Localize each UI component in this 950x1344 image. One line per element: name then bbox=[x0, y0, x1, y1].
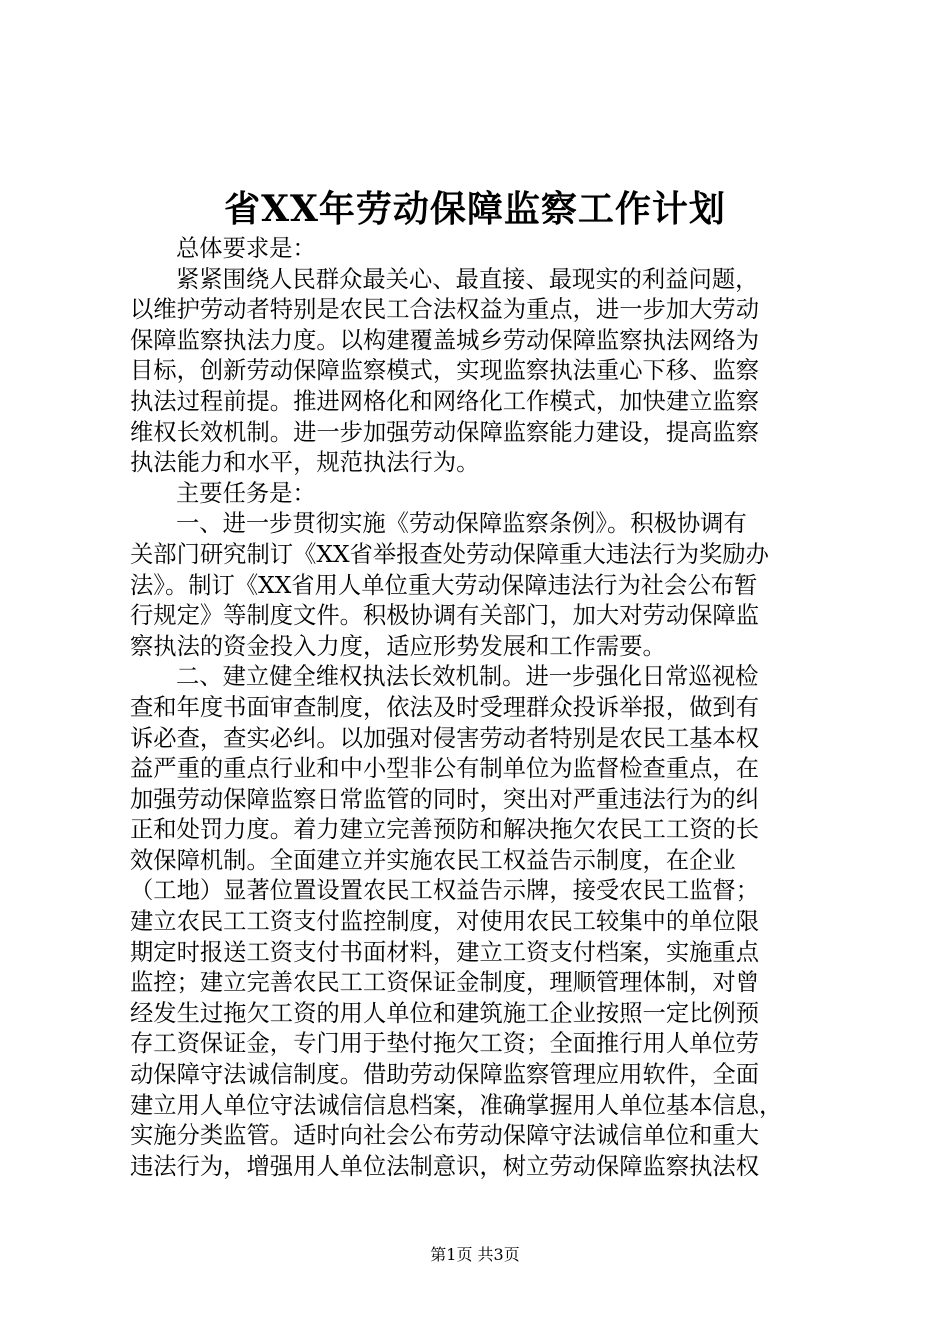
paragraph-line: 维权长效机制。进一步加强劳动保障监察能力建设，提高监察 bbox=[130, 418, 760, 446]
paragraph-line: 诉必查，查实必纠。以加强对侵害劳动者特别是农民工基本权 bbox=[130, 724, 760, 752]
document-body bbox=[130, 234, 830, 1182]
paragraph-line: 存工资保证金，专门用于垫付拖欠工资；全面推行用人单位劳 bbox=[130, 1030, 760, 1058]
paragraph-line: 建立用人单位守法诚信信息档案，准确掌握用人单位基本信息， bbox=[130, 1091, 783, 1119]
paragraph-line: 正和处罚力度。着力建立完善预防和解决拖欠农民工工资的长 bbox=[130, 816, 760, 844]
paragraph-line: （工地）显著位置设置农民工权益告示牌，接受农民工监督； bbox=[130, 877, 760, 905]
paragraph-line: 行规定》等制度文件。积极协调有关部门，加大对劳动保障监 bbox=[130, 602, 760, 630]
paragraph-line: 目标，创新劳动保障监察模式，实现监察执法重心下移、监察 bbox=[130, 357, 760, 385]
paragraph-line: 紧紧围绕人民群众最关心、最直接、最现实的利益问题， bbox=[176, 265, 759, 293]
paragraph-line: 察执法的资金投入力度，适应形势发展和工作需要。 bbox=[130, 632, 666, 660]
paragraph-line: 动保障守法诚信制度。借助劳动保障监察管理应用软件，全面 bbox=[130, 1061, 760, 1089]
paragraph-line: 总体要求是： bbox=[176, 235, 316, 262]
paragraph-line: 实施分类监管。适时向社会公布劳动保障守法诚信单位和重大 bbox=[130, 1122, 760, 1150]
paragraph-line: 建立农民工工资支付监控制度，对使用农民工较集中的单位限 bbox=[130, 908, 760, 936]
paragraph-line: 经发生过拖欠工资的用人单位和建筑施工企业按照一定比例预 bbox=[130, 999, 760, 1027]
paragraph-line: 查和年度书面审查制度，依法及时受理群众投诉举报，做到有 bbox=[130, 693, 760, 721]
paragraph-line: 二、建立健全维权执法长效机制。进一步强化日常巡视检 bbox=[176, 663, 759, 691]
paragraph-line: 以维护劳动者特别是农民工合法权益为重点，进一步加大劳动 bbox=[130, 296, 760, 324]
page-footer: 第1页 共3页 bbox=[430, 1245, 520, 1264]
paragraph-line: 关部门研究制订《XX省举报查处劳动保障重大违法行为奖励办 bbox=[130, 540, 769, 568]
paragraph-line: 监控；建立完善农民工工资保证金制度，理顺管理体制，对曾 bbox=[130, 969, 760, 997]
paragraph-line: 保障监察执法力度。以构建覆盖城乡劳动保障监察执法网络为 bbox=[130, 326, 760, 354]
document-title: 省XX年劳动保障监察工作计划 bbox=[224, 188, 726, 230]
paragraph-line: 执法能力和水平，规范执法行为。 bbox=[130, 449, 480, 477]
paragraph-line: 益严重的重点行业和中小型非公有制单位为监督检查重点，在 bbox=[130, 755, 760, 783]
paragraph-line: 期定时报送工资支付书面材料，建立工资支付档案，实施重点 bbox=[130, 938, 760, 966]
paragraph-line: 违法行为，增强用人单位法制意识，树立劳动保障监察执法权 bbox=[130, 1152, 760, 1180]
paragraph-line: 法》。制订《XX省用人单位重大劳动保障违法行为社会公布暂 bbox=[130, 571, 758, 599]
paragraph-line: 效保障机制。全面建立并实施农民工权益告示制度，在企业 bbox=[130, 846, 736, 874]
paragraph-line: 加强劳动保障监察日常监管的同时，突出对严重违法行为的纠 bbox=[130, 785, 760, 813]
paragraph-line: 一、进一步贯彻实施《劳动保障监察条例》。积极协调有 bbox=[176, 510, 747, 538]
paragraph-line: 执法过程前提。推进网格化和网络化工作模式，加快建立监察 bbox=[130, 387, 760, 415]
paragraph-line: 主要任务是： bbox=[176, 479, 316, 507]
